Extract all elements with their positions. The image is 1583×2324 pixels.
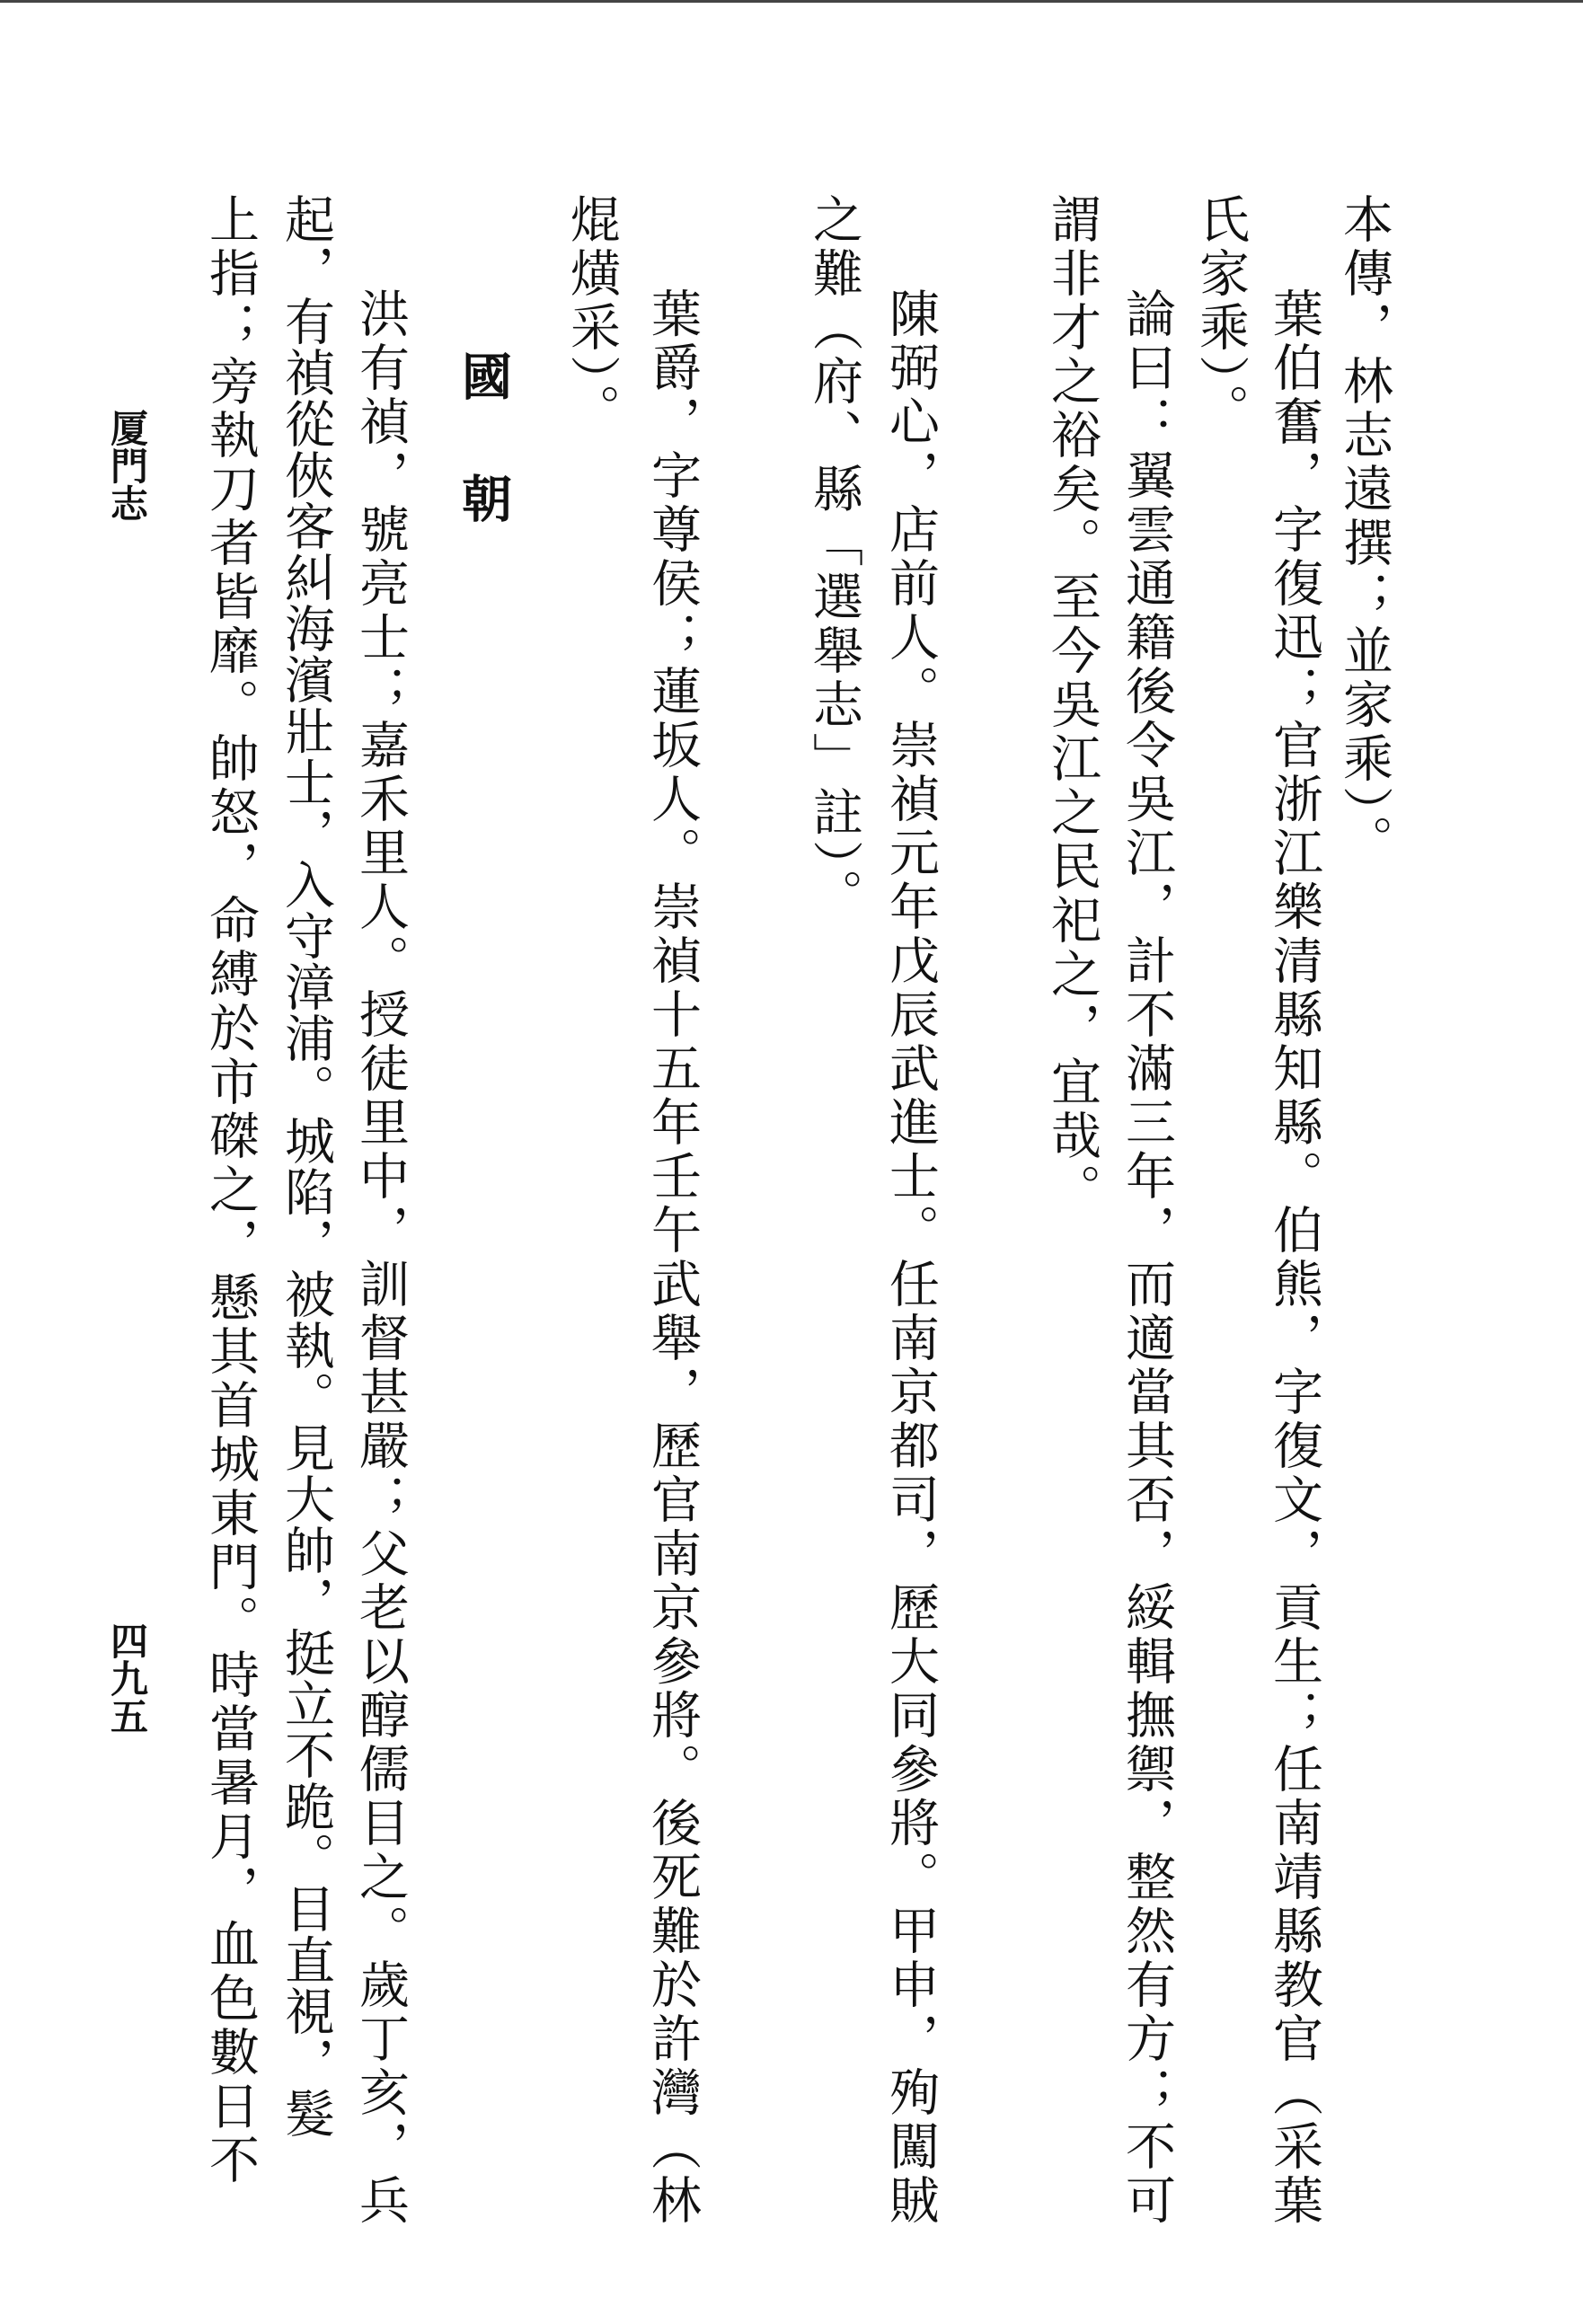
text-column-7: 之難（府、縣「選舉志」註）。 (805, 193, 863, 923)
top-border-line (0, 0, 1583, 3)
text-column-10: 洪有禎，號亮士；嘉禾里人。授徒里中，訓督甚嚴；父老以醇儒目之。歲丁亥，兵 (351, 287, 410, 2228)
text-column-12: 上指；旁執刀者皆靡。帥怒，命縛於市磔之，懸其首城東門。時當暑月，血色數日不 (201, 193, 260, 2187)
text-column-1: 本傳，林志遠撰；並家乘）。 (1335, 193, 1393, 869)
text-column-3: 氏家乘）。 (1191, 193, 1250, 437)
text-column-2: 葉伯奮，字復迅；官浙江樂清縣知縣。伯熊，字復文，貢生；任南靖縣教官（采葉 (1265, 287, 1323, 2228)
text-column-4: 論曰：翼雲通籍後令吳江，計不滿三年，而適當其否，綏輯撫禦，整然有方；不可 (1118, 287, 1176, 2228)
section-heading: 國朝 (454, 350, 513, 595)
text-column-9: 焜熿采）。 (562, 193, 621, 437)
text-column-11: 起，有禎從俠客糾海濱壯士，入守漳浦。城陷，被執。見大帥，挺立不跪。目直視，髮 (277, 193, 335, 2139)
page-number: 四九五 (105, 1621, 149, 1735)
text-column-5: 謂非才之裕矣。至今吳江之民祀之，宜哉。 (1043, 193, 1101, 1217)
running-head: 厦門志 (105, 409, 149, 522)
text-column-8: 葉爵，字尊侯；蓮坂人。崇禎十五年壬午武舉，歷官南京參將。後死難於許灣（林 (643, 287, 702, 2228)
text-column-6: 陳弼心，店前人。崇禎元年戊辰武進士。任南京都司，歷大同參將。甲申，殉闖賊 (881, 287, 940, 2228)
